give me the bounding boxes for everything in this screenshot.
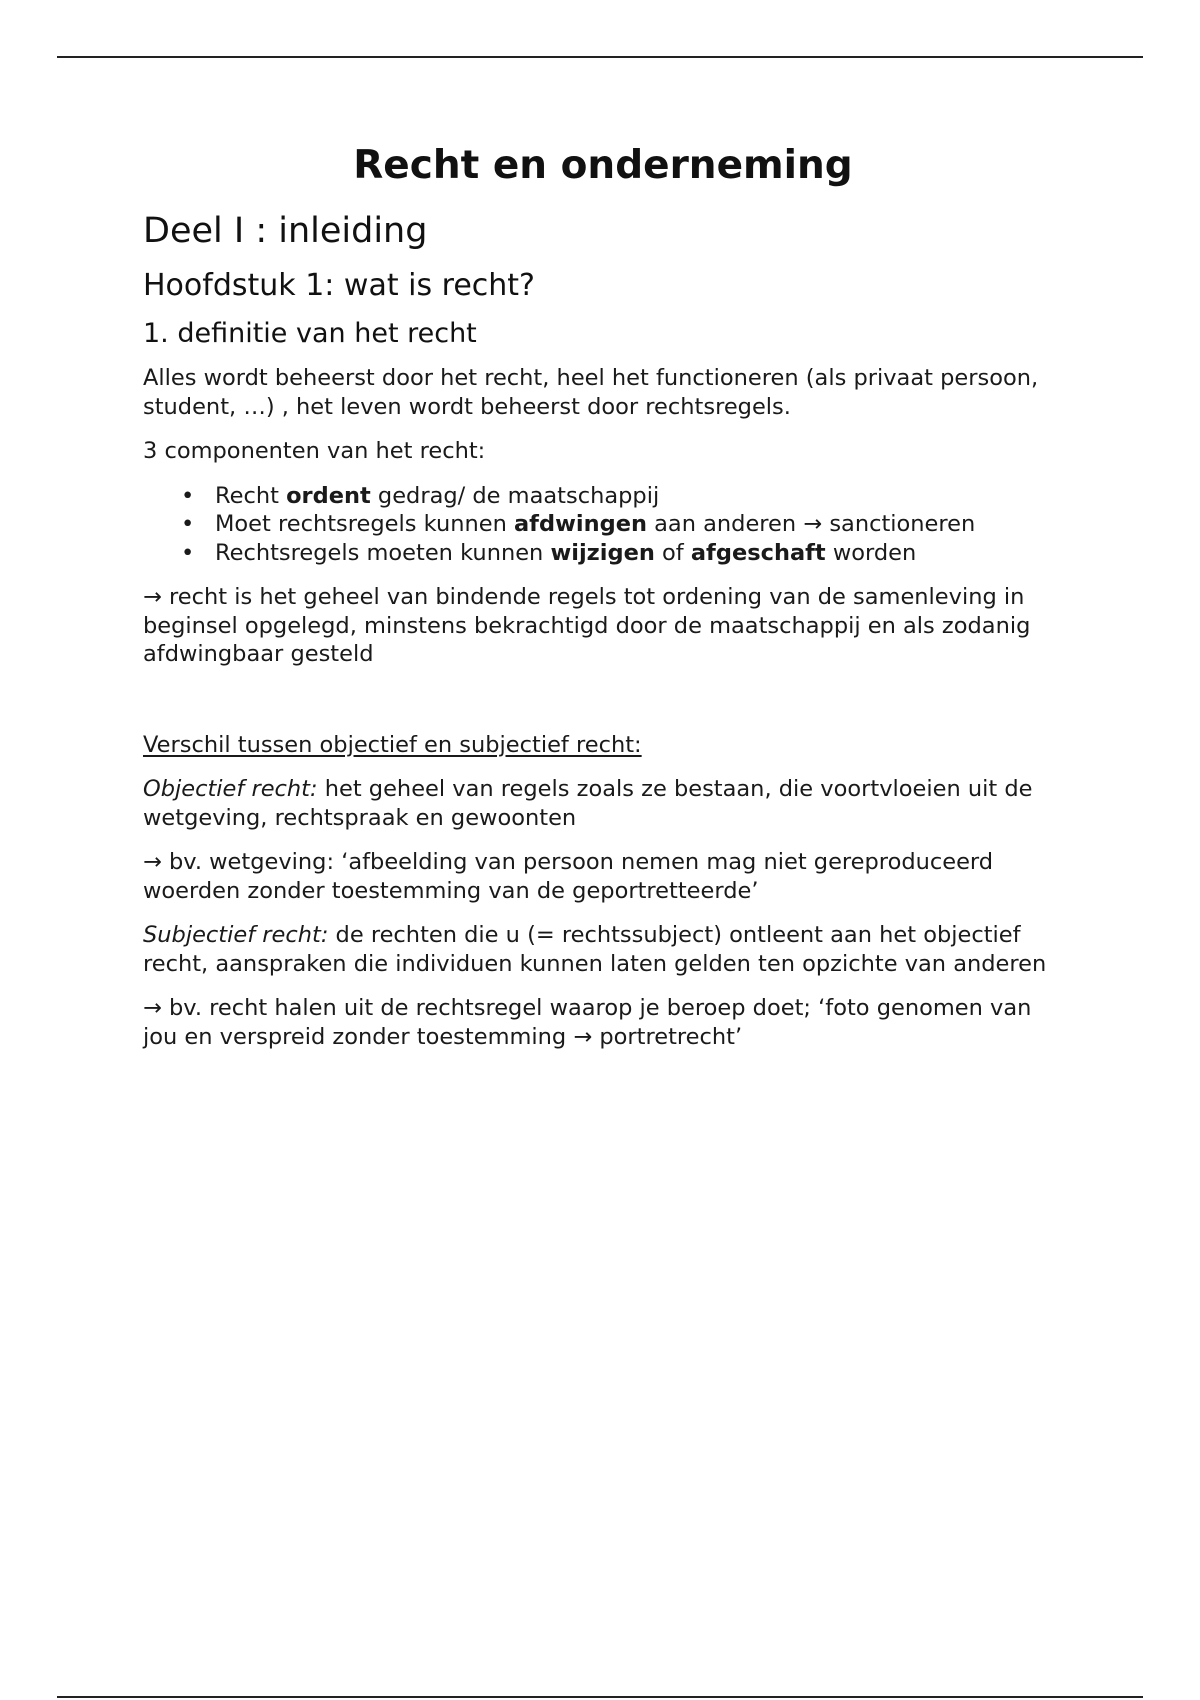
section-spacer — [143, 685, 1063, 731]
subjective-example: → bv. recht halen uit de rechtsregel waarop je beroep doet; ‘foto genomen van jou en verspreid zonder toestemming → portretrecht’ — [143, 995, 1032, 1050]
list-item-keyword: afgeschaft — [690, 539, 826, 566]
objective-term: Objectief recht: — [143, 776, 318, 802]
header-rule — [57, 56, 1143, 58]
list-item-keyword: afdwingen — [514, 511, 647, 537]
list-item-text: Rechtsregels moeten kunnen — [215, 539, 551, 566]
chapter-heading: Hoofdstuk 1: wat is recht? — [143, 268, 535, 303]
subjective-text: de rechten die u (= rechtssubject) ontleent aan het objectief recht, aanspraken die individuen kunnen laten gelden ten opzichte van anderen — [143, 922, 1047, 977]
subjective-paragraph — [143, 921, 1063, 978]
bullet-icon: • — [181, 482, 195, 509]
difference-heading: Verschil tussen objectief en subjectief recht: — [143, 731, 642, 758]
list-item — [181, 510, 1063, 539]
bullet-icon: • — [181, 539, 195, 566]
list-item-text: of — [654, 539, 691, 566]
components-intro: 3 componenten van het recht: — [143, 438, 486, 464]
objective-text: het geheel van regels zoals ze bestaan, die voortvloeien uit de wetgeving, rechtspraak en gewoonten — [143, 776, 1033, 831]
list-item-text: worden — [825, 539, 917, 566]
list-item-text: Recht — [215, 482, 287, 509]
document-title: Recht en onderneming — [353, 143, 853, 188]
intro-paragraph: Alles wordt beheerst door het recht, heel het functioneren (als privaat persoon, student, …) , het leven wordt beheerst door rechtsregels. — [143, 365, 1039, 420]
bullet-icon: • — [181, 511, 195, 537]
section-heading: 1. definitie van het recht — [143, 318, 477, 349]
part-heading: Deel I : inleiding — [143, 211, 428, 251]
list-item-keyword: wijzigen — [550, 539, 655, 566]
list-item — [181, 539, 1063, 568]
list-item-text: aan anderen → sanctioneren — [646, 511, 976, 537]
list-item-keyword: ordent — [286, 482, 371, 509]
list-item — [181, 482, 1063, 511]
objective-paragraph — [143, 775, 1063, 832]
definition-paragraph: → recht is het geheel van bindende regels tot ordening van de samenleving in beginsel opgelegd, minstens bekrachtigd door de maatschappij en als zodanig afdwingbaar gesteld — [143, 584, 1031, 667]
document-body — [143, 140, 1063, 1067]
footer-rule — [57, 1696, 1143, 1698]
components-list — [143, 482, 1063, 568]
subjective-term: Subjectief recht: — [143, 922, 329, 948]
objective-example: → bv. wetgeving: ‘afbeelding van persoon nemen mag niet gereproduceerd woerden zonder toestemming van de geportretteerde’ — [143, 849, 994, 904]
list-item-text: gedrag/ de maatschappij — [370, 482, 660, 509]
list-item-text: Moet rechtsregels kunnen — [215, 511, 514, 537]
